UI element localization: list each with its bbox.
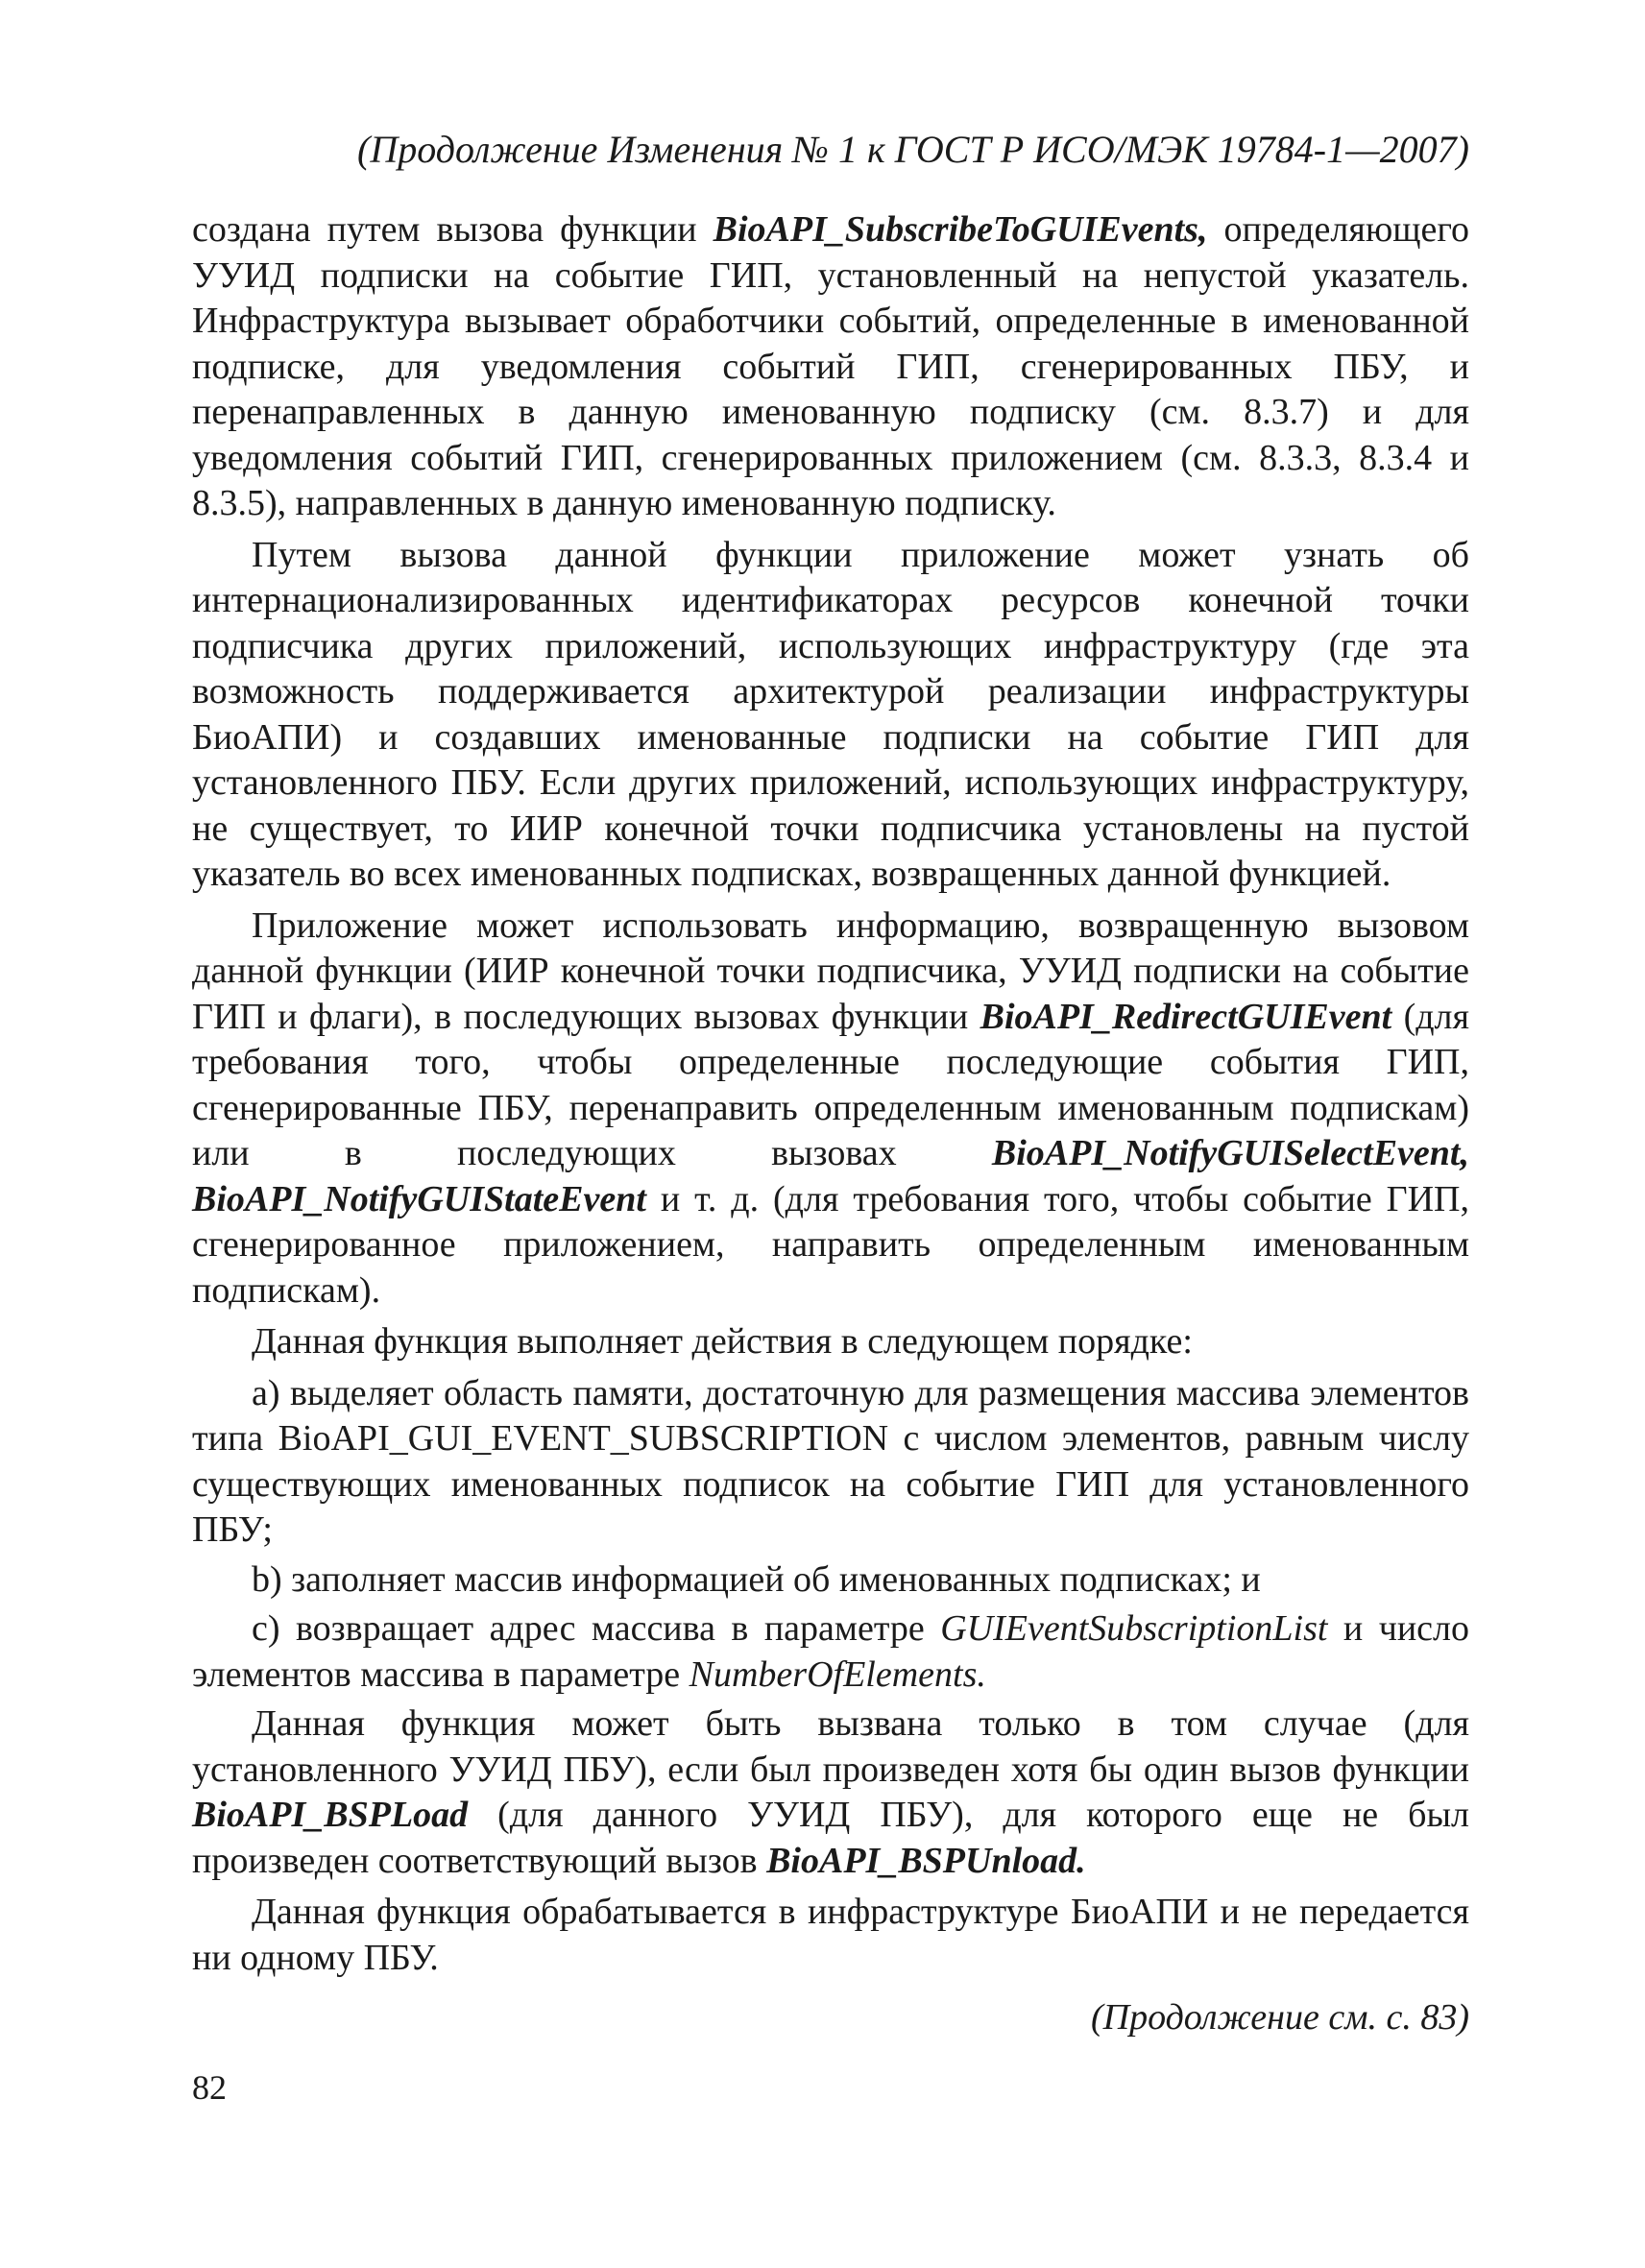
body-text bbox=[192, 207, 1469, 1981]
function-name-subscribe: BioAPI_SubscribeToGUIEvents, bbox=[713, 209, 1208, 250]
paragraph-5 bbox=[192, 1701, 1469, 1884]
paragraph-2-text: Путем вызова данной функции приложение может узнать об интернационализированных идентификаторах ресурсов конечной точки подписчика других приложений, использующих инфраструктуру (где эта возможность поддерживается архитектурой реализации инфраструктуры БиоАПИ) и создавших именованные подписки на событие ГИП для установленного ПБУ. Если других приложений, использующих инфраструктуру, не существует, то ИИР конечной точки подписчика установлены на пустой указатель во всех именованных подписках, возвращенных данной функцией. bbox=[192, 534, 1469, 894]
paragraph-6-text: Данная функция обрабатывается в инфраструктуре БиоАПИ и не передается ни одному ПБУ. bbox=[192, 1892, 1469, 1978]
continuation-note: (Продолжение см. с. 83) bbox=[1090, 1997, 1469, 2038]
paragraph-5-text-b: (для данного УУИД ПБУ), для которого еще не был произведен соответствующий вызов bbox=[192, 1795, 1469, 1881]
parameter-name-list: GUIEventSubscriptionList bbox=[940, 1608, 1328, 1649]
function-name-redirect: BioAPI_RedirectGUIEvent bbox=[980, 996, 1392, 1037]
function-name-notify: BioAPI_NotifyGUISelectEvent, BioAPI_NotifyGUIStateEvent bbox=[192, 1133, 1469, 1219]
list-item-a bbox=[192, 1371, 1469, 1554]
list-item-b bbox=[192, 1557, 1469, 1604]
list-item-b-text: b) заполняет массив информацией об именованных подписках; и bbox=[252, 1558, 1261, 1600]
paragraph-4 bbox=[192, 1319, 1469, 1365]
paragraph-1-text-b: определяющего УУИД подписки на событие ГИП, установленный на непустой указатель. Инфраструктура вызывает обработчики событий, определенные в именованной подписке, для уведомления событий ГИП, сгенерированных ПБУ, и перенаправленных в данную именованную подписку (см. 8.3.7) и для уведомления событий ГИП, сгенерированных приложением (см. 8.3.3, 8.3.4 и 8.3.5), направленных в данную именованную подписку. bbox=[192, 209, 1469, 523]
list-item-c-text-b: и число элементов массива в параметре bbox=[192, 1608, 1469, 1695]
paragraph-3-text-b: (для требования того, чтобы определенные последующие события ГИП, сгенерированные ПБУ, перенаправить определенным именованным подпискам) или в последующих вызовах bbox=[192, 996, 1470, 1173]
paragraph-3 bbox=[192, 904, 1469, 1315]
list-item-c-text-a: с) возвращает адрес массива в параметре bbox=[252, 1608, 941, 1649]
list-item-c bbox=[192, 1606, 1469, 1698]
paragraph-6 bbox=[192, 1890, 1469, 1981]
page-number: 82 bbox=[192, 2068, 227, 2107]
function-name-bspload: BioAPI_BSPLoad bbox=[192, 1795, 469, 1835]
paragraph-4-text: Данная функция выполняет действия в следующем порядке: bbox=[252, 1321, 1193, 1362]
parameter-name-count: NumberOfElements. bbox=[689, 1653, 986, 1695]
paragraph-1 bbox=[192, 207, 1469, 527]
paragraph-3-text-a: Приложение может использовать информацию, возвращенную вызовом данной функции (ИИР конечной точки подписчика, УУИД подписки на событие ГИП и флаги), в последующих вызовах функции bbox=[192, 905, 1469, 1037]
paragraph-5-text-a: Данная функция может быть вызвана только в том случае (для установленного УУИД ПБУ), если был произведен хотя бы один вызов функции bbox=[192, 1703, 1469, 1790]
running-header: (Продолжение Изменения № 1 к ГОСТ Р ИСО/МЭК 19784-1—2007) bbox=[357, 128, 1469, 171]
paragraph-1-text-a: создана путем вызова функции bbox=[192, 209, 714, 250]
list-item-a-text: а) выделяет область памяти, достаточную для размещения массива элементов типа BioAPI_GUI_EVENT_SUBSCRIPTION с числом элементов, равным числу существующих именованных подписок на событие ГИП для установленного ПБУ; bbox=[192, 1372, 1469, 1550]
paragraph-2 bbox=[192, 533, 1469, 898]
function-name-bspunload: BioAPI_BSPUnload. bbox=[766, 1840, 1086, 1881]
paragraph-3-text-c: и т. д. (для требования того, чтобы событие ГИП, сгенерированное приложением, направить определенным именованным подпискам). bbox=[192, 1178, 1469, 1311]
document-page bbox=[192, 125, 1469, 2040]
